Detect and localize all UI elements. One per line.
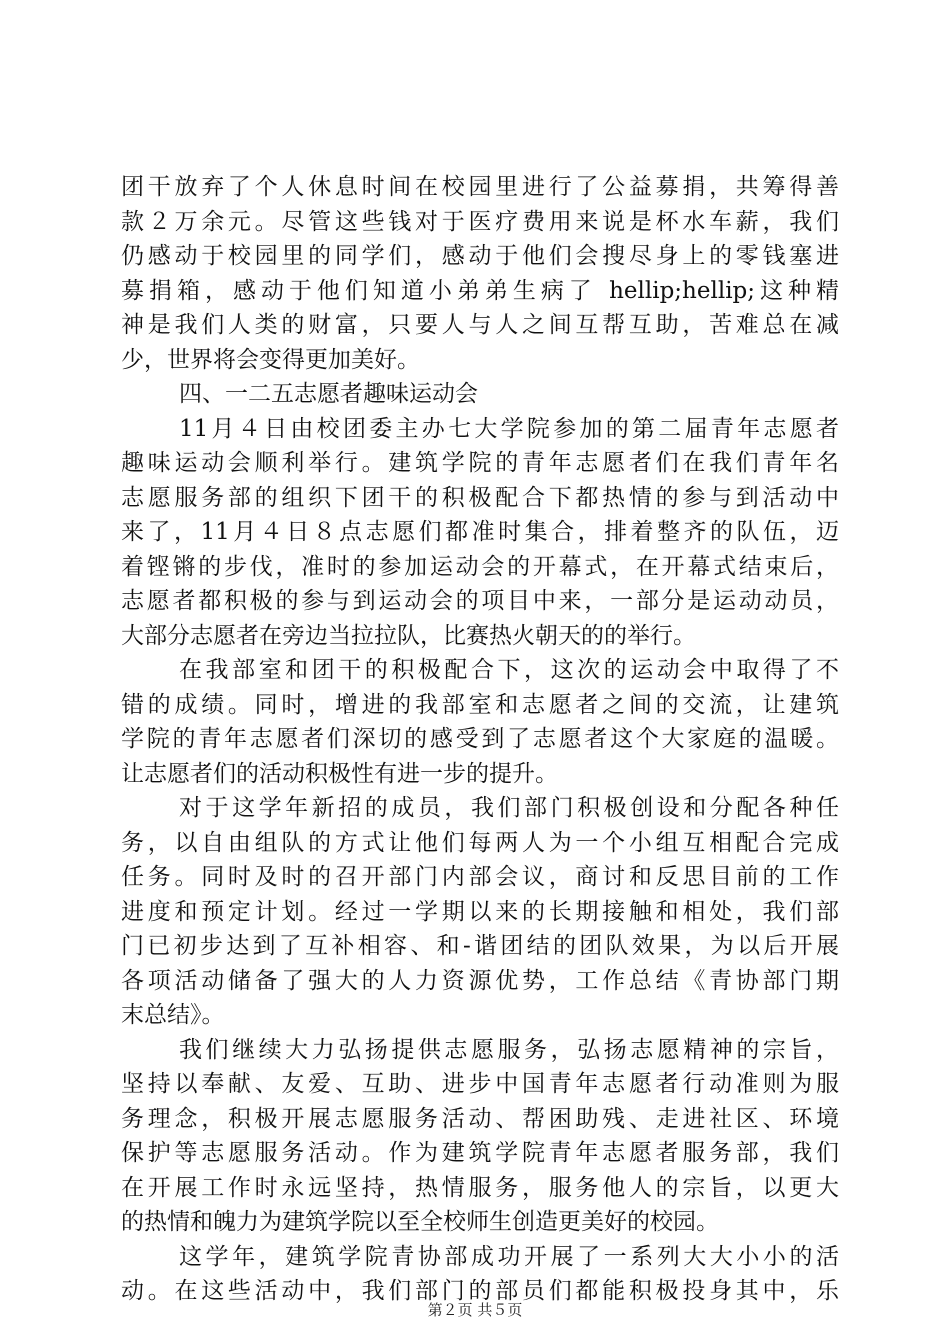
text-line: 的热情和魄力为建筑学院以至全校师生创造更美好的校园。 [121, 1209, 719, 1235]
text-line: 募捐箱，感动于他们知道小弟弟生病了 hellip;hellip;这种精 [121, 277, 839, 304]
text-line: 志愿服务部的组织下团干的积极配合下都热情的参与到活动中 [121, 484, 839, 511]
text-line: 神是我们人类的财富，只要人与人之间互帮互助，苦难总在减 [121, 312, 839, 338]
text-line: 少，世界将会变得更加美好。 [121, 346, 420, 373]
text-line: 趣味运动会顺利举行。建筑学院的青年志愿者们在我们青年名 [121, 450, 839, 476]
text-line: 保护等志愿服务活动。作为建筑学院青年志愿者服务部，我们 [121, 1140, 839, 1166]
text-line: 款２万余元。尽管这些钱对于医疗费用来说是杯水车薪，我们 [121, 208, 839, 235]
text-line: 团干放弃了个人休息时间在校园里进行了公益募捐，共筹得善 [121, 174, 839, 200]
text-line: 对于这学年新招的成员，我们部门积极创设和分配各种任 [179, 795, 839, 821]
text-line: 来了，11月４日８点志愿们都准时集合，排着整齐的队伍，迈 [121, 519, 839, 545]
page-number-footer: 第２页 共５页 [427, 1301, 523, 1319]
text-line: 着铿锵的步伐，准时的参加运动会的开幕式，在开幕式结束后， [121, 553, 839, 580]
text-line: 大部分志愿者在旁边当拉拉队，比赛热火朝天的的举行。 [121, 622, 696, 649]
text-line: 任务。同时及时的召开部门内部会议，商讨和反思目前的工作 [121, 864, 839, 890]
text-line: 我们继续大力弘扬提供志愿服务，弘扬志愿精神的宗旨， [179, 1036, 839, 1063]
text-line: 让志愿者们的活动积极性有进一步的提升。 [121, 760, 558, 787]
text-line: 各项活动储备了强大的人力资源优势，工作总结《青协部门期 [121, 967, 839, 994]
text-line: 进度和预定计划。经过一学期以来的长期接触和相处，我们部 [121, 898, 839, 925]
text-line: 志愿者都积极的参与到运动会的项目中来，一部分是运动动员， [121, 588, 839, 614]
text-line: 务，以自由组队的方式让他们每两人为一个小组互相配合完成 [121, 829, 839, 856]
document-body [121, 170, 839, 1309]
text-line: 动。在这些活动中，我们部门的部员们都能积极投身其中，乐 [121, 1278, 839, 1304]
text-line: 11月４日由校团委主办七大学院参加的第二届青年志愿者 [179, 415, 839, 442]
section-heading: 四、一二五志愿者趣味运动会 [179, 381, 478, 407]
text-line: 坚持以奉献、友爱、互助、进步中国青年志愿者行动准则为服 [121, 1071, 839, 1097]
text-line: 在开展工作时永远坚持，热情服务，服务他人的宗旨，以更大 [121, 1174, 839, 1201]
text-line: 仍感动于校园里的同学们，感动于他们会搜尽身上的零钱塞进 [121, 243, 839, 269]
text-line: 这学年，建筑学院青协部成功开展了一系列大大小小的活 [179, 1243, 839, 1270]
text-line: 错的成绩。同时，增进的我部室和志愿者之间的交流，让建筑 [121, 691, 839, 718]
text-line: 务理念，积极开展志愿服务活动、帮困助残、走进社区、环境 [121, 1105, 839, 1132]
text-line: 在我部室和团干的积极配合下，这次的运动会中取得了不 [179, 657, 839, 683]
text-line: 门已初步达到了互补相容、和-谐团结的团队效果，为以后开展 [121, 933, 839, 959]
text-line: 末总结》。 [121, 1002, 225, 1028]
text-line: 学院的青年志愿者们深切的感受到了志愿者这个大家庭的温暖。 [121, 726, 839, 752]
